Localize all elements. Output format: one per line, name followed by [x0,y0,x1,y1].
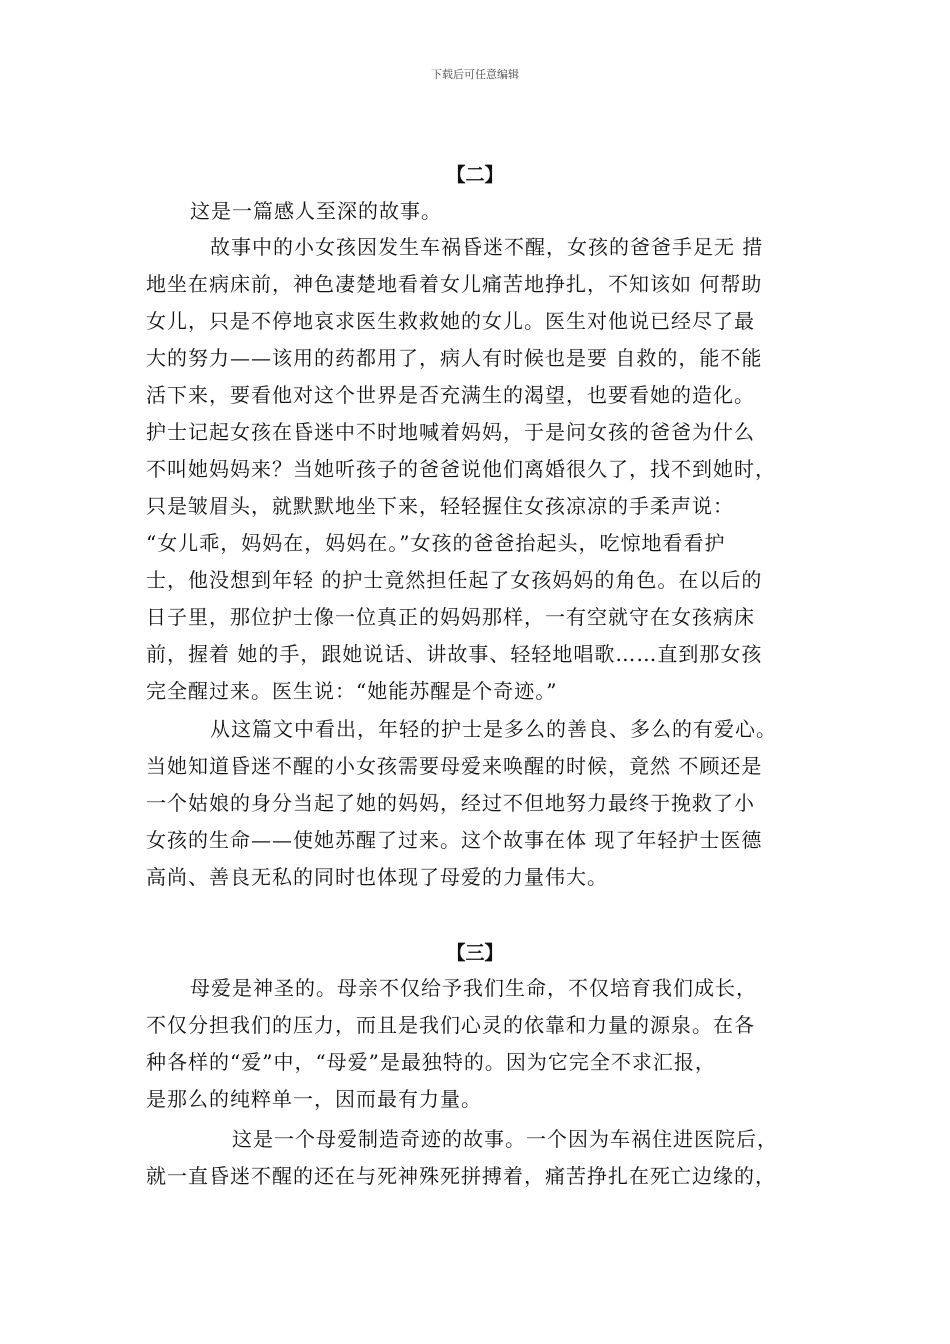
text-line: 不叫她妈妈来？当她听孩子的爸爸说他们离婚很久了，找不到她时， [146,457,776,481]
text-line: 这是一个母爱制造奇迹的故事。一个因为车祸住进医院后， [232,1127,778,1151]
text-line: 地坐在病床前，神色凄楚地看着女儿痛苦地挣扎，不知该如 何帮助 [146,272,763,296]
header-note: 下载后可任意编辑 [431,68,519,81]
section-title-2: 【二】 [446,164,504,186]
section3-paragraph-1 [146,970,836,1118]
section-title-3: 【三】 [446,942,504,964]
text-line: 女孩的生命——使她苏醒了过来。这个故事在体 现了年轻护士医德 [146,828,763,852]
text-line: 女儿，只是不停地哀求医生救救她的女儿。医生对他说已经尽了最 [146,309,755,333]
section2-paragraph-3 [146,711,836,896]
text-line: 当她知道昏迷不醒的小女孩需要母爱来唤醒的时候，竟然 不顾还是 [146,754,763,778]
text-line: 前，握着 她的手，跟她说话、讲故事、轻轻地唱歌……直到那女孩 [146,642,763,666]
text-line: 就一直昏迷不醒的还在与死神殊死拼搏着，痛苦挣扎在死亡边缘的， [146,1164,776,1188]
text-line: 这是一篇感人至深的故事。 [190,199,442,223]
section3-paragraph-2 [146,1121,836,1195]
section2-paragraph-1 [146,193,836,230]
text-line: 活下来，要看他对这个世界是否充满生的渴望，也要看她的造化。 [146,383,755,407]
text-line: 一个姑娘的身分当起了她的妈妈，经过不但地努力最终于挽救了小 [146,791,755,815]
text-line: 大的努力——该用的药都用了，病人有时候也是要 自救的，能不能 [146,346,763,370]
text-line: 只是皱眉头，就默默地坐下来，轻轻握住女孩凉凉的手柔声说： [146,494,734,518]
text-line: 完全醒过来。医生说：“她能苏醒是个奇迹。” [146,679,558,703]
text-line: 故事中的小女孩因发生车祸昏迷不醒，女孩的爸爸手足无 措 [210,235,764,259]
text-line: 高尚、善良无私的同时也体现了母爱的力量伟大。 [146,865,608,889]
text-line: 是那么的纯粹单一，因而最有力量。 [146,1087,482,1111]
text-line: 从这篇文中看出，年轻的护士是多么的善良、多么的有爱心。 [210,717,777,741]
section2-paragraph-2 [146,229,836,710]
text-line: 种各样的“爱”中，“母爱”是最独特的。因为它完全不求汇报， [146,1050,716,1074]
text-line: “女儿乖，妈妈在，妈妈在。”女孩的爸爸抬起头，吃惊地看看护 [146,531,726,555]
text-line: 日子里，那位护士像一位真正的妈妈那样，一有空就守在女孩病床 [146,605,755,629]
text-line: 不仅分担我们的压力，而且是我们心灵的依靠和力量的源泉。在各 [146,1013,755,1037]
text-line: 护士记起女孩在昏迷中不时地喊着妈妈，于是问女孩的爸爸为什么 [146,420,755,444]
text-line: 母爱是神圣的。母亲不仅给予我们生命，不仅培育我们成长， [190,976,757,1000]
text-line: 士，他没想到年轻 的护士竟然担任起了女孩妈妈的角色。在以后的 [146,568,763,592]
